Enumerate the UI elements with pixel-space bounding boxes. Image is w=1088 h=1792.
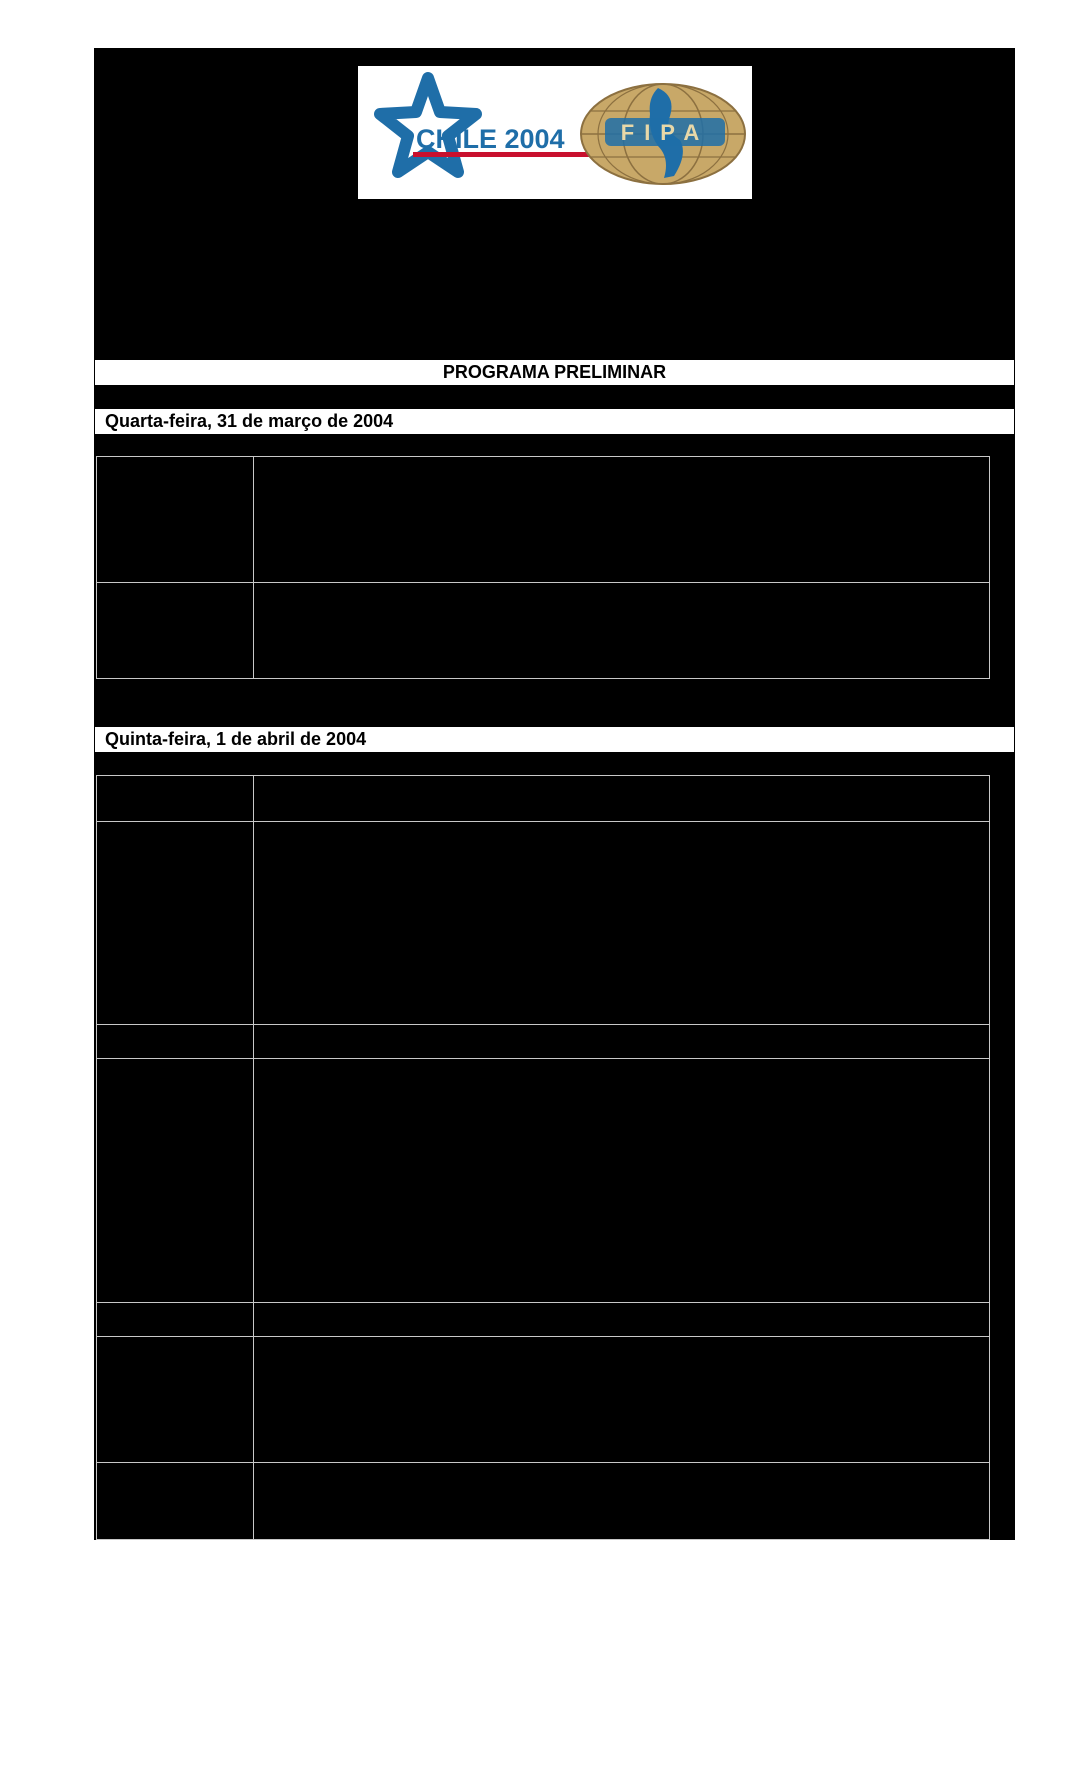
day-header-wednesday: Quarta-feira, 31 de março de 2004 [95, 409, 1014, 434]
globe-icon [581, 84, 745, 184]
chile-2004-fipa-logo [358, 66, 752, 199]
table-row [97, 457, 990, 583]
table-row [97, 1463, 990, 1540]
logo-text: CHILE 2004 [416, 124, 565, 154]
activity-cell [254, 1059, 990, 1303]
day-header-thursday: Quinta-feira, 1 de abril de 2004 [95, 727, 1014, 752]
time-cell [97, 1303, 254, 1337]
activity-cell [254, 776, 990, 822]
fipa-badge-text: FIPA [620, 120, 710, 145]
activity-cell [254, 1463, 990, 1540]
time-cell [97, 1025, 254, 1059]
activity-cell [254, 457, 990, 583]
table-row [97, 776, 990, 822]
time-cell [97, 776, 254, 822]
activity-cell [254, 1303, 990, 1337]
table-row [97, 1337, 990, 1463]
page-title: PROGRAMA PRELIMINAR [95, 360, 1014, 385]
time-cell [97, 1337, 254, 1463]
activity-cell [254, 583, 990, 679]
schedule-table-wednesday [96, 456, 990, 679]
time-cell [97, 457, 254, 583]
table-row [97, 583, 990, 679]
table-row [97, 1303, 990, 1337]
time-cell [97, 1059, 254, 1303]
schedule-table-thursday [96, 775, 990, 1540]
table-row [97, 1025, 990, 1059]
time-cell [97, 822, 254, 1025]
activity-cell [254, 1025, 990, 1059]
activity-cell [254, 822, 990, 1025]
time-cell [97, 583, 254, 679]
table-row [97, 1059, 990, 1303]
activity-cell [254, 1337, 990, 1463]
table-row [97, 822, 990, 1025]
document-page [94, 48, 1015, 1540]
time-cell [97, 1463, 254, 1540]
